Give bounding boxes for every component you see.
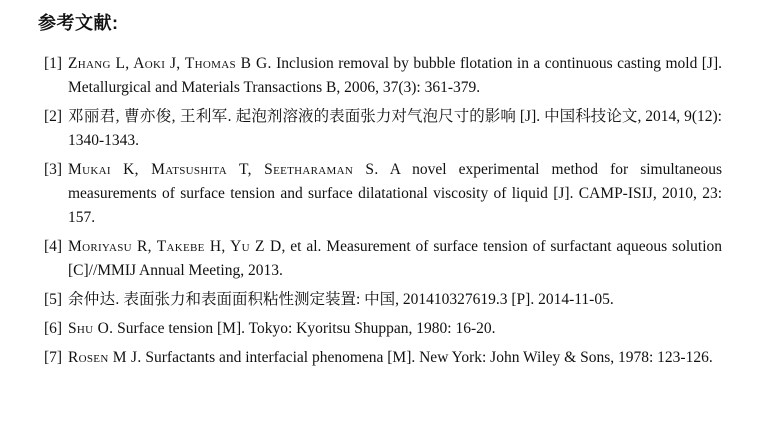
reference-text [68,349,713,366]
reference-authors: Rosen M J. [68,349,142,366]
reference-body: Surface tension [M]. Tokyo: Kyoritsu Shuppan, 1980: 16-20. [113,320,496,337]
reference-item-5 [44,288,722,312]
reference-label: [1] [44,55,63,72]
reference-item-7 [44,346,722,370]
reference-body: A novel experimental method for simultaneous measurements of surface tension and surface dilatational viscosity of liquid [J]. CAMP-ISIJ, 2010, 23: 157. [68,161,722,226]
reference-item-6 [44,317,722,341]
reference-authors: Mukai K, Matsushita T, Seetharaman S. [68,161,379,178]
reference-label: [7] [44,349,63,366]
references-heading: 参考文献: [38,13,119,33]
reference-label: [5] [44,291,63,308]
reference-list [44,52,722,375]
reference-item-4 [44,235,722,283]
reference-body: 表面张力和表面面积粘性测定装置: 中国, 201410327619.3 [P]. 2014-11-05. [119,291,614,308]
reference-authors: 邓丽君, 曹亦俊, 王利军. [68,108,232,125]
reference-text [68,161,722,226]
reference-body: 起泡剂溶液的表面张力对气泡尺寸的影响 [J]. 中国科技论文, 2014, 9(12): 1340-1343. [68,108,722,149]
reference-text [68,320,495,337]
reference-text [68,108,722,149]
reference-body: Inclusion removal by bubble flotation in a continuous casting mold [J]. Metallurgical and Materials Transactions B, 2006, 37(3): 361-379. [68,55,722,96]
reference-label: [6] [44,320,63,337]
reference-text [68,238,722,279]
reference-authors: Moriyasu R, Takebe H, Yu Z D [68,238,282,255]
reference-label: [3] [44,161,63,178]
reference-text [68,291,614,308]
reference-label: [4] [44,238,63,255]
reference-authors: Shu O. [68,320,114,337]
reference-item-3 [44,158,722,230]
reference-label: [2] [44,108,63,125]
reference-authors: 余仲达. [68,291,120,308]
reference-authors: Zhang L, Aoki J, Thomas B G. [68,55,272,72]
reference-item-2 [44,105,722,153]
reference-body: , et al. Measurement of surface tension of surfactant aqueous solution [C]//MMIJ Annual Meeting, 2013. [68,238,723,279]
reference-body: Surfactants and interfacial phenomena [M]. New York: John Wiley & Sons, 1978: 123-126. [141,349,713,366]
reference-item-1 [44,52,722,100]
reference-text [68,55,722,96]
